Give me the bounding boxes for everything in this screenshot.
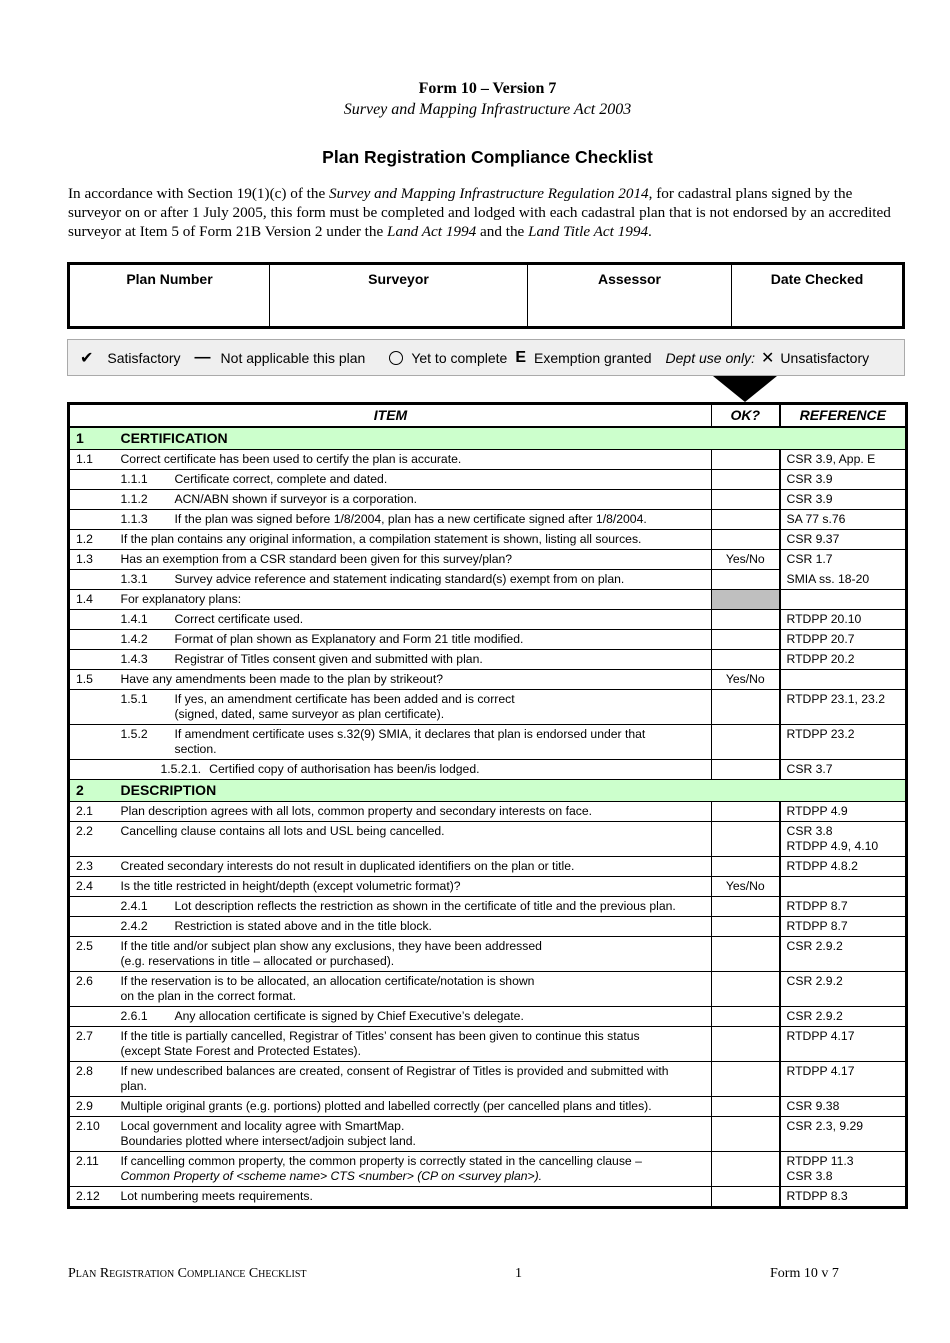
item-text-cell xyxy=(115,1187,712,1208)
table-row xyxy=(69,897,907,917)
reference-cell xyxy=(780,857,907,877)
reference: RTDPP 23.2 xyxy=(786,727,855,741)
section-row-certification xyxy=(69,427,907,450)
item-number: 1.1.2 xyxy=(120,492,148,506)
reference-cell xyxy=(780,877,907,897)
reference: CSR 2.9.2 xyxy=(786,1009,843,1023)
item-number: 1.5.1 xyxy=(120,692,148,706)
item-number-spacer xyxy=(69,470,115,490)
reference-cell xyxy=(780,530,907,550)
assessor-field[interactable] xyxy=(528,265,732,326)
reference-cell xyxy=(780,937,907,972)
act-subtitle: Survey and Mapping Infrastructure Act 2003 xyxy=(343,101,632,118)
legend-not-applicable: Not applicable this plan xyxy=(220,349,366,366)
item-text-cell xyxy=(115,897,712,917)
reference: RTDPP 4.17 xyxy=(786,1064,855,1078)
cross-icon: ✕ xyxy=(761,349,775,367)
item-number: 2.7 xyxy=(69,1027,115,1062)
item-number: 2.11 xyxy=(69,1152,115,1187)
ok-cell[interactable]: Yes/No xyxy=(712,550,780,570)
intro-paragraph xyxy=(68,184,904,241)
reference: RTDPP 4.17 xyxy=(786,1029,855,1043)
reference: RTDPP 8.7 xyxy=(786,899,848,913)
reference: CSR 3.8 xyxy=(786,824,833,838)
reference-cell xyxy=(780,470,907,490)
item-text: Have any amendments been made to the plan by strikeout? xyxy=(120,672,443,686)
reference-cell xyxy=(780,630,907,650)
reference-cell xyxy=(780,510,907,530)
table-row xyxy=(69,972,907,1007)
item-text-line2: (except State Forest and Protected Estates). xyxy=(120,1044,361,1058)
reference: RTDPP 20.2 xyxy=(786,652,855,666)
table-row xyxy=(69,630,907,650)
item-text: Lot numbering meets requirements. xyxy=(120,1189,313,1203)
legend-yet-to-complete: Yet to complete xyxy=(411,349,508,366)
ok-cell[interactable] xyxy=(712,1097,780,1117)
item-text: Format of plan shown as Explanatory and Form 21 title modified. xyxy=(174,632,524,646)
legend-satisfactory: Satisfactory xyxy=(107,349,181,366)
item-text: Plan description agrees with all lots, common property and secondary interests on face. xyxy=(120,804,592,818)
item-text-cell xyxy=(115,1117,712,1152)
footer-title: Plan Registration Compliance Checklist xyxy=(68,1266,307,1281)
assessor-label: Assessor xyxy=(597,271,662,287)
reference-cell xyxy=(780,1097,907,1117)
item-number: 2.1 xyxy=(69,802,115,822)
footer-page-number: 1 xyxy=(515,1266,522,1281)
table-row xyxy=(69,610,907,630)
table-row xyxy=(69,590,907,610)
item-text: If yes, an amendment certificate has been added and is correct xyxy=(174,692,515,706)
page-title: Plan Registration Compliance Checklist xyxy=(322,147,653,167)
intro-land-act: Land Act 1994 xyxy=(387,223,477,240)
section-row-description xyxy=(69,780,907,802)
item-text: Certificate correct, complete and dated. xyxy=(174,472,388,486)
table-row xyxy=(69,1187,907,1208)
item-text-cell xyxy=(115,802,712,822)
item-text-cell xyxy=(115,470,712,490)
ok-cell[interactable] xyxy=(712,1007,780,1027)
item-text: If the plan contains any original information, a compilation statement is shown, listing all sources. xyxy=(120,532,642,546)
e-icon: E xyxy=(515,348,526,366)
item-number: 2.4 xyxy=(69,877,115,897)
reference-cell xyxy=(780,760,907,780)
item-text-cell xyxy=(115,570,712,590)
item-text-cell xyxy=(115,917,712,937)
ok-cell[interactable] xyxy=(712,530,780,550)
reference: RTDPP 8.7 xyxy=(786,919,848,933)
item-text-cell xyxy=(115,1027,712,1062)
section-number: 1 xyxy=(69,427,115,450)
col-ok-header: OK? xyxy=(712,404,780,428)
table-row xyxy=(69,650,907,670)
ok-cell[interactable]: Yes/No xyxy=(712,877,780,897)
item-number-spacer xyxy=(69,1007,115,1027)
col-item-header: ITEM xyxy=(69,404,712,428)
table-row xyxy=(69,760,907,780)
ok-cell[interactable] xyxy=(712,570,780,590)
item-text: If amendment certificate uses s.32(9) SMIA, it declares that plan is endorsed under that xyxy=(174,727,646,741)
table-row xyxy=(69,510,907,530)
ok-cell[interactable] xyxy=(712,450,780,470)
item-number: 1.4.2 xyxy=(120,632,148,646)
section-title: CERTIFICATION xyxy=(115,427,907,450)
item-text: Certified copy of authorisation has been/is lodged. xyxy=(209,762,480,776)
intro-text-4: . xyxy=(648,223,652,240)
item-number: 1.4 xyxy=(69,590,115,610)
item-text-cell xyxy=(115,822,712,857)
table-row xyxy=(69,690,907,725)
ok-cell[interactable] xyxy=(712,897,780,917)
item-text-cell xyxy=(115,530,712,550)
item-text-cell xyxy=(115,690,712,725)
ok-cell[interactable] xyxy=(712,1027,780,1062)
intro-text-2: , for cadastral plans signed by the surveyor on or after 1 July 2005, this form must be completed and lodged with each cadastral plan that is not endorsed by an accredited surveyor at Item 5 of Form 21B Version 2 under the xyxy=(68,185,891,240)
reference-line2: RTDPP 4.9, 4.10 xyxy=(786,839,879,853)
ok-cell[interactable] xyxy=(712,802,780,822)
item-number: 1.2 xyxy=(69,530,115,550)
plan-number-label: Plan Number xyxy=(126,271,213,287)
item-number: 1.5.2 xyxy=(120,727,148,741)
ok-cell[interactable] xyxy=(712,822,780,857)
table-row xyxy=(69,917,907,937)
ok-cell[interactable]: Yes/No xyxy=(712,670,780,690)
item-text-cell xyxy=(115,937,712,972)
item-text: Is the title restricted in height/depth (except volumetric format)? xyxy=(120,879,461,893)
item-number: 1.5.2.1. xyxy=(160,762,202,776)
item-text: Has an exemption from a CSR standard been given for this survey/plan? xyxy=(120,552,513,566)
item-text: Survey advice reference and statement indicating standard(s) exempt from on plan. xyxy=(174,572,625,586)
item-text-cell xyxy=(115,857,712,877)
dash-icon: — xyxy=(194,348,211,366)
legend-dept-use: Dept use only: xyxy=(665,349,756,366)
intro-regulation: Survey and Mapping Infrastructure Regulation 2014 xyxy=(329,185,649,202)
item-number: 2.9 xyxy=(69,1097,115,1117)
item-text-cell xyxy=(115,510,712,530)
item-number: 2.6.1 xyxy=(120,1009,148,1023)
item-number: 2.4.1 xyxy=(120,899,148,913)
ok-cell[interactable] xyxy=(712,690,780,725)
reference-cell xyxy=(780,690,907,725)
reference-cell xyxy=(780,802,907,822)
ok-cell[interactable] xyxy=(712,590,780,610)
item-text: Any allocation certificate is signed by Chief Executive’s delegate. xyxy=(174,1009,524,1023)
item-number-spacer xyxy=(69,650,115,670)
item-number: 1.1.1 xyxy=(120,472,148,486)
item-text: Lot description reflects the restriction as shown in the certificate of title and the previous plan. xyxy=(174,899,676,913)
reference-cell xyxy=(780,972,907,1007)
plan-number-field[interactable] xyxy=(70,265,270,326)
item-number-spacer xyxy=(69,610,115,630)
item-number-spacer xyxy=(69,630,115,650)
item-text: Multiple original grants (e.g. portions) plotted and labelled correctly (per cancelled plans and titles). xyxy=(120,1099,652,1113)
item-number: 1.4.3 xyxy=(120,652,148,666)
item-text-cell xyxy=(115,760,712,780)
legend-bar xyxy=(67,339,905,376)
intro-text-1: In accordance with Section 19(1)(c) of the xyxy=(68,185,330,202)
reference: CSR 2.9.2 xyxy=(786,974,843,988)
item-text: If cancelling common property, the common property is correctly stated in the cancelling clause – xyxy=(120,1154,642,1168)
table-row xyxy=(69,1152,907,1187)
item-text-cell xyxy=(115,650,712,670)
reference-cell xyxy=(780,670,907,690)
reference-cell xyxy=(780,725,907,760)
item-number: 1.3.1 xyxy=(120,572,148,586)
reference: CSR 3.7 xyxy=(786,762,833,776)
item-text: If new undescribed balances are created, consent of Registrar of Titles is provided and submitted with xyxy=(120,1064,669,1078)
item-number-spacer xyxy=(69,690,115,725)
ok-cell[interactable] xyxy=(712,972,780,1007)
reference: CSR 3.9 xyxy=(786,472,833,486)
reference-cell xyxy=(780,610,907,630)
item-number-spacer xyxy=(69,570,115,590)
reference-cell xyxy=(780,897,907,917)
item-text-line2: Boundaries plotted where intersect/adjoin subject land. xyxy=(120,1134,416,1148)
ok-cell[interactable] xyxy=(712,725,780,760)
reference: SMIA ss. 18-20 xyxy=(786,571,870,586)
reference: RTDPP 11.3 xyxy=(786,1154,854,1168)
item-number: 1.5 xyxy=(69,670,115,690)
item-number-spacer xyxy=(69,917,115,937)
checklist-table xyxy=(67,402,908,1209)
table-row xyxy=(69,570,907,590)
surveyor-label: Surveyor xyxy=(368,271,429,287)
reference-cell xyxy=(780,1062,907,1097)
ok-cell[interactable] xyxy=(712,917,780,937)
item-text-line2: section. xyxy=(174,742,217,756)
reference: RTDPP 8.3 xyxy=(786,1189,848,1203)
table-row xyxy=(69,822,907,857)
tick-icon: ✔ xyxy=(80,349,94,367)
table-row xyxy=(69,725,907,760)
reference-cell xyxy=(780,1187,907,1208)
item-text-cell xyxy=(115,490,712,510)
circle-icon xyxy=(389,351,403,365)
item-text: ACN/ABN shown if surveyor is a corporation. xyxy=(174,492,417,506)
item-text: Cancelling clause contains all lots and USL being cancelled. xyxy=(120,824,445,838)
reference-cell xyxy=(780,1152,907,1187)
ok-cell[interactable] xyxy=(712,650,780,670)
item-text-cell xyxy=(115,972,712,1007)
item-number: 1.4.1 xyxy=(120,612,148,626)
table-row xyxy=(69,1117,907,1152)
item-text: If the plan was signed before 1/8/2004, plan has a new certificate signed after 1/8/2004. xyxy=(174,512,647,526)
item-number: 2.10 xyxy=(69,1117,115,1152)
item-text: If the title and/or subject plan show any exclusions, they have been addressed xyxy=(120,939,542,953)
legend-unsatisfactory: Unsatisfactory xyxy=(780,349,870,366)
section-title: DESCRIPTION xyxy=(115,780,907,802)
legend-exemption: Exemption granted xyxy=(533,349,652,366)
intro-text-3: and the xyxy=(476,223,529,240)
reference-cell xyxy=(780,1007,907,1027)
ok-column-pointer-icon xyxy=(713,376,777,402)
ok-cell[interactable] xyxy=(712,1117,780,1152)
table-row xyxy=(69,550,907,570)
table-row xyxy=(69,470,907,490)
reference: CSR 1.7 xyxy=(786,552,833,566)
table-row xyxy=(69,802,907,822)
reference: CSR 2.9.2 xyxy=(786,939,843,953)
reference-cell xyxy=(780,1027,907,1062)
col-reference-header: REFERENCE xyxy=(780,404,907,428)
table-row xyxy=(69,877,907,897)
item-text: If the title is partially cancelled, Registrar of Titles’ consent has been given to continue this status xyxy=(120,1029,640,1043)
section-number: 2 xyxy=(69,780,115,802)
ok-cell[interactable] xyxy=(712,937,780,972)
reference-cell xyxy=(780,1117,907,1152)
item-text-line2: (e.g. reservations in title – allocated or purchased). xyxy=(120,954,395,968)
item-text: Created secondary interests do not result in duplicated identifiers on the plan or title. xyxy=(120,859,575,873)
footer-form-version: Form 10 v 7 xyxy=(770,1266,839,1281)
item-number: 2.4.2 xyxy=(120,919,148,933)
item-text-cell xyxy=(115,450,712,470)
table-row xyxy=(69,670,907,690)
reference: CSR 9.38 xyxy=(786,1099,840,1113)
item-number: 2.8 xyxy=(69,1062,115,1097)
table-row xyxy=(69,530,907,550)
reference-cell xyxy=(780,917,907,937)
item-text-line2: (signed, dated, same surveyor as plan certificate). xyxy=(174,707,445,721)
item-text-cell xyxy=(115,1152,712,1187)
form-title: Form 10 – Version 7 xyxy=(418,80,557,97)
item-number-spacer xyxy=(69,897,115,917)
table-row xyxy=(69,857,907,877)
reference: RTDPP 20.7 xyxy=(786,632,855,646)
date-checked-field[interactable] xyxy=(732,265,902,326)
date-checked-label: Date Checked xyxy=(770,271,864,287)
item-text: For explanatory plans: xyxy=(120,592,242,606)
reference-cell xyxy=(780,490,907,510)
table-row xyxy=(69,1027,907,1062)
reference-cell xyxy=(780,570,907,590)
table-row xyxy=(69,937,907,972)
reference: RTDPP 23.1, 23.2 xyxy=(786,692,885,706)
ok-cell[interactable] xyxy=(712,610,780,630)
item-number-spacer xyxy=(69,490,115,510)
table-header-row xyxy=(69,404,907,428)
reference: CSR 9.37 xyxy=(786,532,840,546)
reference: RTDPP 4.8.2 xyxy=(786,859,858,873)
item-number: 2.6 xyxy=(69,972,115,1007)
item-number: 2.12 xyxy=(69,1187,115,1208)
reference-cell xyxy=(780,650,907,670)
item-number: 2.3 xyxy=(69,857,115,877)
reference: CSR 3.9, App. E xyxy=(786,452,876,466)
ok-cell[interactable] xyxy=(712,490,780,510)
item-number: 1.1 xyxy=(69,450,115,470)
surveyor-field[interactable] xyxy=(270,265,528,326)
table-row xyxy=(69,450,907,470)
table-row xyxy=(69,1097,907,1117)
item-text-line2: on the plan in the correct format. xyxy=(120,989,296,1003)
item-text: If the reservation is to be allocated, an allocation certificate/notation is shown xyxy=(120,974,535,988)
plan-details-box xyxy=(67,262,905,329)
reference: RTDPP 4.9 xyxy=(786,804,848,818)
item-text-cell xyxy=(115,590,712,610)
item-text: Registrar of Titles consent given and submitted with plan. xyxy=(174,652,483,666)
item-text-cell xyxy=(115,550,712,570)
ok-cell[interactable] xyxy=(712,1152,780,1187)
reference: RTDPP 20.10 xyxy=(786,612,862,626)
intro-title-act: Land Title Act 1994 xyxy=(528,223,649,240)
ok-cell[interactable] xyxy=(712,857,780,877)
table-row xyxy=(69,1007,907,1027)
item-text-cell xyxy=(115,725,712,760)
reference-cell xyxy=(780,550,907,570)
ok-cell[interactable] xyxy=(712,630,780,650)
reference-line2: CSR 3.8 xyxy=(786,1169,833,1183)
ok-cell[interactable] xyxy=(712,760,780,780)
ok-cell[interactable] xyxy=(712,510,780,530)
table-row xyxy=(69,1062,907,1097)
item-text: Correct certificate has been used to certify the plan is accurate. xyxy=(120,452,462,466)
item-text: Restriction is stated above and in the title block. xyxy=(174,919,432,933)
item-number: 1.1.3 xyxy=(120,512,148,526)
item-number: 1.3 xyxy=(69,550,115,570)
ok-cell[interactable] xyxy=(712,1062,780,1097)
item-number: 2.5 xyxy=(69,937,115,972)
ok-cell[interactable] xyxy=(712,1187,780,1208)
item-number-spacer xyxy=(69,725,115,760)
item-text-line2: Common Property of <scheme name> CTS <number> (CP on <survey plan>). xyxy=(120,1169,543,1183)
item-text: Correct certificate used. xyxy=(174,612,304,626)
item-text-cell xyxy=(115,1062,712,1097)
item-text-cell xyxy=(115,670,712,690)
table-row xyxy=(69,490,907,510)
reference-cell xyxy=(780,822,907,857)
item-text: Local government and locality agree with SmartMap. xyxy=(120,1119,405,1133)
reference: CSR 3.9 xyxy=(786,492,833,506)
item-text-cell xyxy=(115,630,712,650)
reference-cell xyxy=(780,450,907,470)
item-text-cell xyxy=(115,1097,712,1117)
reference: SA 77 s.76 xyxy=(786,512,846,526)
item-text-cell xyxy=(115,610,712,630)
item-text-cell xyxy=(115,1007,712,1027)
item-text-cell xyxy=(115,877,712,897)
item-number-spacer xyxy=(69,760,115,780)
ok-cell[interactable] xyxy=(712,470,780,490)
item-number: 2.2 xyxy=(69,822,115,857)
reference: CSR 2.3, 9.29 xyxy=(786,1119,864,1133)
reference-cell xyxy=(780,590,907,610)
item-number-spacer xyxy=(69,510,115,530)
item-text-line2: plan. xyxy=(120,1079,147,1093)
